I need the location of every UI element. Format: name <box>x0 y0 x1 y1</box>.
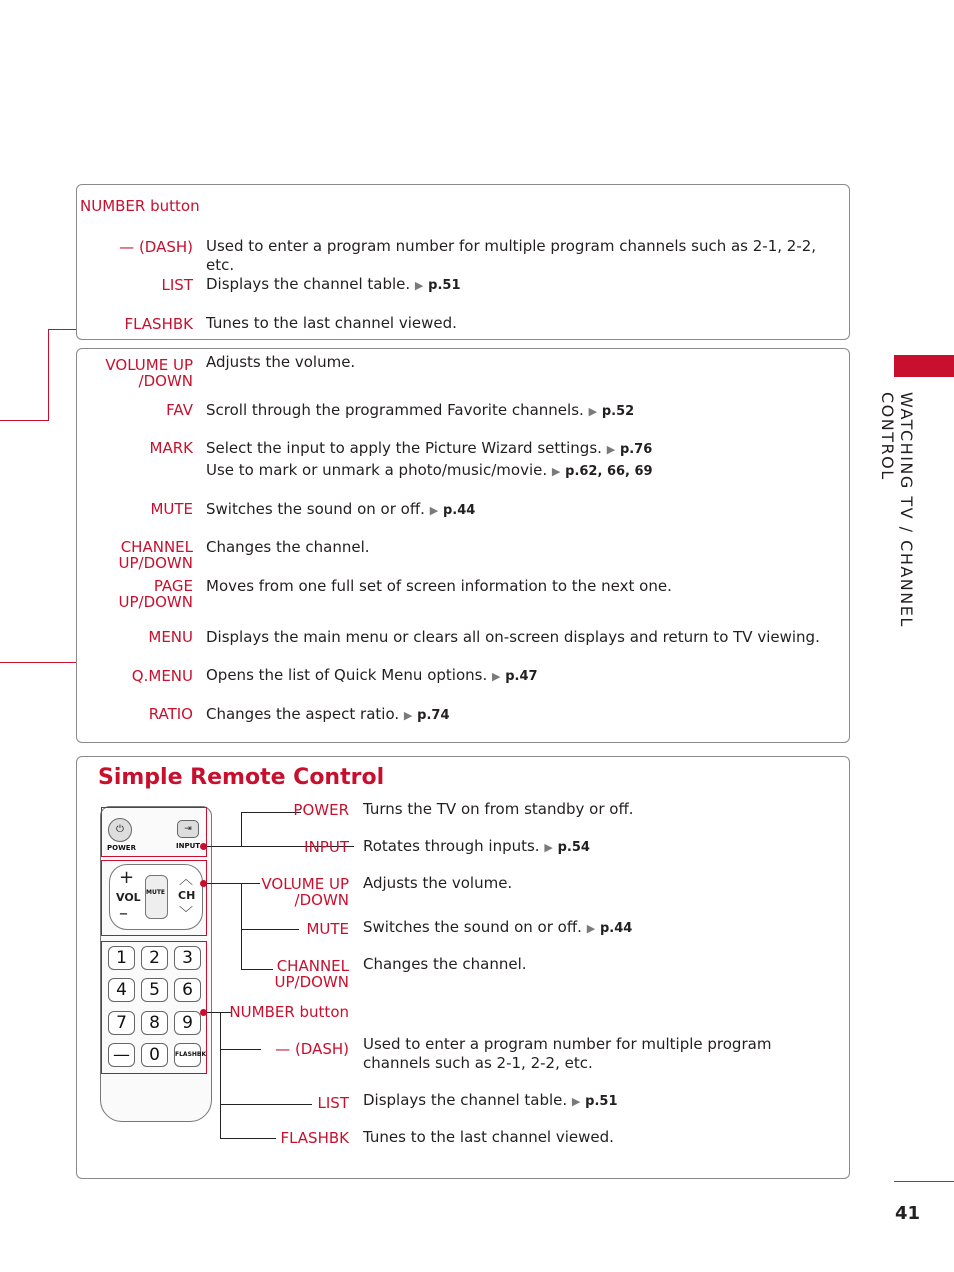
page-ref: p.74 <box>417 708 450 723</box>
key-5: 5 <box>141 978 168 1002</box>
section-heading: Simple Remote Control <box>98 765 385 790</box>
page-ref: p.47 <box>505 669 538 684</box>
section-title: WATCHING TV / CHANNEL CONTROL <box>878 392 916 628</box>
fav-desc-row <box>206 401 634 421</box>
page-ref: p.51 <box>428 278 461 293</box>
channel-label: CHANNEL UP/DOWN <box>274 957 349 991</box>
mute-key-label: MUTE <box>146 889 166 896</box>
arrow-icon: ▶ <box>571 1095 581 1108</box>
number-button-heading: NUMBER button <box>80 197 200 215</box>
mute-desc: Switches the sound on or off. <box>206 500 425 518</box>
volume-desc: Adjusts the volume. <box>206 353 356 371</box>
number-button-label: NUMBER button <box>229 1003 349 1021</box>
mute-desc-row <box>363 918 632 938</box>
key-3: 3 <box>174 946 201 970</box>
page-desc: Moves from one full set of screen information to the next one. <box>206 577 672 595</box>
menu-label: MENU <box>148 628 193 646</box>
input-icon: ⇥ <box>177 820 199 838</box>
qmenu-desc-row <box>206 666 538 686</box>
channel-label: CHANNEL UP/DOWN <box>118 538 193 572</box>
mute-desc-row <box>206 500 475 520</box>
page-ref: p.44 <box>599 921 633 936</box>
qmenu-label: Q.MENU <box>131 667 193 685</box>
plus-icon: + <box>119 867 135 888</box>
arrow-icon: ▶ <box>414 279 424 292</box>
list-desc: Displays the channel table. <box>206 275 411 293</box>
ratio-desc-row <box>206 705 450 725</box>
callout-dot <box>200 880 207 887</box>
qmenu-desc: Opens the list of Quick Menu options. <box>206 666 488 684</box>
fav-desc: Scroll through the programmed Favorite channels. <box>206 401 584 419</box>
page-number: 41 <box>894 1203 920 1224</box>
channel-desc: Changes the channel. <box>363 955 527 973</box>
mark-desc2: Use to mark or unmark a photo/music/movie. <box>206 461 548 479</box>
mute-key <box>145 875 168 919</box>
mute-label: MUTE <box>306 920 349 938</box>
key-4: 4 <box>108 978 135 1002</box>
key-9: 9 <box>174 1011 201 1035</box>
key-8: 8 <box>141 1011 168 1035</box>
volume-label: VOLUME UP /DOWN <box>261 875 349 909</box>
page-ref: p.62, 66, 69 <box>565 464 653 479</box>
key-6: 6 <box>174 978 201 1002</box>
list-label: LIST <box>317 1094 349 1112</box>
edge-line <box>0 420 49 421</box>
vol-key-label: VOL <box>116 891 141 904</box>
edge-line <box>0 662 76 663</box>
mark-label: MARK <box>149 439 193 457</box>
mute-label: MUTE <box>150 500 193 518</box>
page-ref: p.44 <box>442 503 476 518</box>
key-1: 1 <box>108 946 135 970</box>
volume-desc: Adjusts the volume. <box>363 874 513 892</box>
arrow-icon: ▶ <box>544 841 553 854</box>
minus-icon: – <box>119 903 128 924</box>
list-desc: Displays the channel table. <box>363 1091 568 1109</box>
page-ref: p.54 <box>557 840 590 855</box>
dash-desc: Used to enter a program number for multiple program channels such as 2-1, 2-2, etc. <box>363 1035 772 1072</box>
menu-desc: Displays the main menu or clears all on-screen displays and return to TV viewing. <box>206 628 820 646</box>
connector-line <box>220 1012 221 1138</box>
input-desc-row <box>363 837 590 857</box>
chevron-up-icon: ︿ <box>179 872 193 888</box>
arrow-icon: ▶ <box>586 922 596 935</box>
page-ref: p.52 <box>601 404 635 419</box>
mark-desc: Select the input to apply the Picture Wizard settings. <box>206 439 602 457</box>
input-desc: Rotates through inputs. <box>363 837 540 855</box>
ratio-desc: Changes the aspect ratio. <box>206 705 400 723</box>
ch-key-label: CH <box>178 889 196 902</box>
callout-dot <box>200 1009 207 1016</box>
arrow-icon: ▶ <box>588 405 598 418</box>
edge-line <box>48 329 76 330</box>
page-label: PAGE UP/DOWN <box>118 577 193 611</box>
arrow-icon: ▶ <box>429 504 439 517</box>
ratio-label: RATIO <box>148 705 193 723</box>
input-label: INPUT <box>304 838 349 856</box>
list-desc-row <box>206 275 461 295</box>
key-2: 2 <box>141 946 168 970</box>
key-dash: — <box>108 1043 135 1067</box>
flashbk-label: FLASHBK <box>124 315 193 333</box>
list-label: LIST <box>161 276 193 294</box>
flashbk-desc: Tunes to the last channel viewed. <box>363 1128 614 1146</box>
power-label: POWER <box>293 801 349 819</box>
number-button-box <box>76 184 850 340</box>
callout-dot <box>200 843 207 850</box>
page-ref: p.76 <box>619 442 653 457</box>
dash-label: — (DASH) <box>119 238 193 256</box>
section-tab-marker <box>894 355 954 377</box>
flashbk-label: FLASHBK <box>280 1129 349 1147</box>
list-desc-row <box>363 1091 618 1111</box>
mark-desc-row <box>206 439 652 459</box>
page-ref: p.51 <box>585 1094 618 1109</box>
flashbk-desc: Tunes to the last channel viewed. <box>206 314 457 332</box>
power-icon: ⏻ <box>108 818 132 842</box>
dash-label: — (DASH) <box>275 1040 349 1058</box>
dash-desc: Used to enter a program number for multiple program channels such as 2-1, 2-2, etc. <box>206 237 817 274</box>
power-desc: Turns the TV on from standby or off. <box>363 800 634 818</box>
input-key-label: INPUT <box>176 842 201 850</box>
footer-rule <box>894 1181 954 1182</box>
arrow-icon: ▶ <box>403 709 413 722</box>
arrow-icon: ▶ <box>606 443 616 456</box>
fav-label: FAV <box>166 401 193 419</box>
remote-illustration <box>100 806 212 1122</box>
key-7: 7 <box>108 1011 135 1035</box>
volume-label: VOLUME UP /DOWN <box>105 356 193 390</box>
chevron-down-icon: ﹀ <box>179 906 193 922</box>
mute-desc: Switches the sound on or off. <box>363 918 582 936</box>
arrow-icon: ▶ <box>551 465 561 478</box>
edge-line <box>48 329 49 421</box>
key-0: 0 <box>141 1043 168 1067</box>
arrow-icon: ▶ <box>492 670 501 683</box>
key-flashbk: FLASHBK <box>174 1043 201 1067</box>
channel-desc: Changes the channel. <box>206 538 370 556</box>
mark-desc2-row <box>206 461 653 481</box>
power-key-label: POWER <box>107 844 136 852</box>
function-buttons-box <box>76 348 850 743</box>
